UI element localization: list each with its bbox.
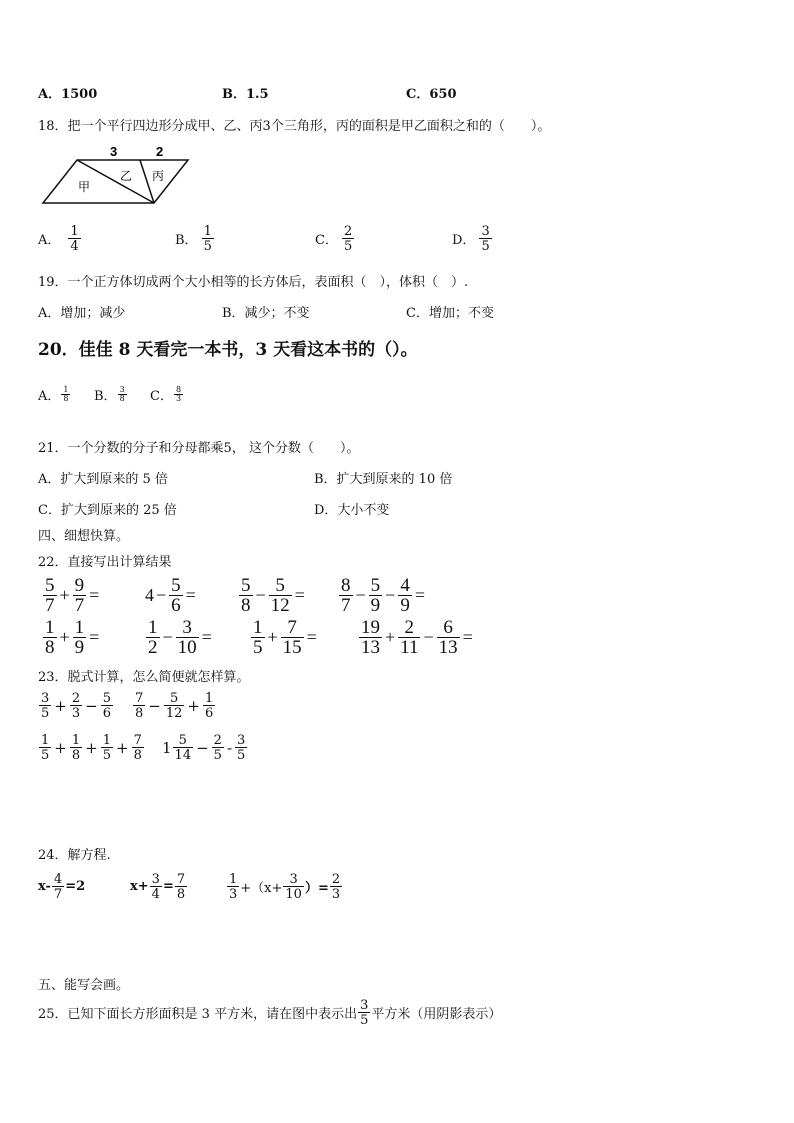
q18-option-d: D． $\frac{3}{5}$	[452, 224, 490, 254]
figure-label-yi: 乙	[120, 169, 133, 183]
q22-expr-1: $\frac{5}{7}$ + $\frac{9}{7}$ =	[45, 575, 100, 616]
q17-option-a: A．1500	[38, 87, 98, 102]
q24-question: 24．解方程.	[38, 848, 111, 863]
q17-option-b: B．1.5	[222, 87, 269, 102]
q22-expr-3: $\frac{5}{8}$ − $\frac{5}{12}$ =	[241, 575, 305, 616]
q19-option-a: A．增加；减少	[38, 306, 126, 321]
q21-option-c: C．扩大到原来的 25 倍	[38, 503, 177, 518]
q19-option-c: C．增加；不变	[406, 306, 494, 321]
figure-label-3: 3	[110, 144, 118, 159]
q23-question: 23．脱式计算，怎么简便就怎样算。	[38, 670, 250, 685]
q20-option-c: C． $\frac{8}{3}$	[150, 385, 182, 404]
section-5-heading: 五、能写会画。	[38, 978, 130, 993]
q24-equation-1: x- $\frac{4}{7}$ =2	[38, 872, 86, 902]
q22-expr-5: $\frac{1}{8}$ + $\frac{1}{9}$ =	[45, 617, 100, 658]
q19-question: 19．一个正方体切成两个大小相等的长方体后，表面积（ ），体积（ ）.	[38, 275, 469, 290]
q22-expr-4: $\frac{8}{7}$ − $\frac{5}{9}$ − $\frac{4}{9}$ =	[341, 575, 425, 616]
q22-expr-6: $\frac{1}{2}$ − $\frac{3}{10}$ =	[148, 617, 212, 658]
figure-label-jia: 甲	[78, 180, 91, 194]
q23-expr-1: $\frac{3}{5}$ + $\frac{2}{3}$ − $\frac{5}{6}$	[41, 691, 111, 721]
q18-option-b: B． $\frac{1}{5}$	[175, 224, 212, 254]
q24-equation-2: x+ $\frac{3}{4}$ = $\frac{7}{8}$	[130, 872, 186, 902]
q24-equation-3: $\frac{1}{3}$ +（x+ $\frac{3}{10}$ ）= $\frac{2}{3}$	[229, 872, 341, 902]
figure-label-2: 2	[156, 144, 164, 159]
q22-expr-7: $\frac{1}{5}$ + $\frac{7}{15}$ =	[253, 617, 317, 658]
q23-expr-4: 1 $\frac{5}{14}$ − $\frac{2}{5}$ - $\frac{3}{5}$	[162, 733, 246, 763]
figure-label-bing: 丙	[152, 169, 165, 183]
q22-expr-2: 4 − $\frac{5}{6}$ =	[145, 575, 196, 616]
q18-parallelogram-figure	[40, 143, 192, 207]
q20-option-a: A． $\frac{1}{8}$	[38, 385, 69, 404]
section-4-heading: 四、细想快算。	[38, 529, 130, 544]
q20-question: 20．佳佳 8 天看完一本书，3 天看这本书的（）。	[38, 340, 418, 360]
q25-question: 25．已知下面长方形面积是 3 平方米，请在图中表示出 $\frac{3}{5}$ 平方米（用阴影表示）	[38, 998, 502, 1028]
q23-expr-3: $\frac{1}{5}$ + $\frac{1}{8}$ + $\frac{1}{5}$ + $\frac{7}{8}$	[41, 733, 142, 763]
q20-option-b: B． $\frac{3}{8}$	[94, 385, 125, 404]
q21-option-a: A．扩大到原来的 5 倍	[38, 472, 168, 487]
q17-option-c: C．650	[406, 87, 457, 102]
q18-option-c: C． $\frac{2}{5}$	[315, 224, 353, 254]
q21-option-b: B．扩大到原来的 10 倍	[314, 472, 453, 487]
q22-question: 22．直接写出计算结果	[38, 555, 172, 570]
q19-option-b: B．减少；不变	[222, 306, 310, 321]
q18-option-a: A． $\frac{1}{4}$	[38, 224, 79, 254]
q18-question: 18．把一个平行四边形分成甲、乙、丙3个三角形，丙的面积是甲乙面积之和的（ ）。	[38, 119, 551, 134]
q21-question: 21．一个分数的分子和分母都乘5， 这个分数（ ）。	[38, 441, 360, 456]
q22-expr-8: $\frac{19}{13}$ + $\frac{2}{11}$ − $\frac{6}{13}$ =	[361, 617, 473, 658]
q21-option-d: D．大小不变	[314, 503, 390, 518]
q23-expr-2: $\frac{7}{8}$ − $\frac{5}{12}$ + $\frac{1}{6}$	[135, 691, 214, 721]
